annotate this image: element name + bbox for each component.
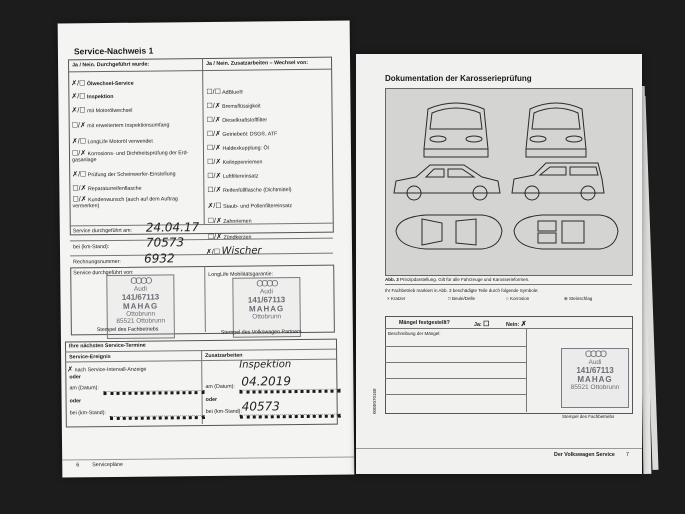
list-item: ☐/✗ Reparaturreifenflasche	[72, 185, 142, 193]
list-item: ☐/✗ Kundenwunsch (auch auf dem Auftrag vermerken)	[72, 196, 178, 210]
next-extra-value: Inspektion	[239, 359, 292, 371]
list-item: ☐/✗ Reifenfüllflasche (Dichtmittel)	[207, 186, 292, 194]
symbol-stonechip: ⊕ Steinschlag	[564, 296, 593, 301]
next-row-interval: ✗ nach Service-Intervall-Anzeige	[67, 366, 147, 374]
list-item: ☐/✗ Zahnriemen	[207, 217, 252, 225]
km-value: 70573	[145, 235, 185, 250]
next-km-label-left: bei (km-Stand):	[69, 410, 106, 417]
stamp-label-right: LongLife Mobilitätsgarantie:	[208, 271, 274, 278]
list-item: ☐/✗ Dieselkraftstofffilter	[206, 116, 268, 124]
stamp-label-left: Service durchgeführt von:	[73, 269, 134, 277]
next-date-label-left: am (Datum):	[69, 385, 99, 392]
service-date-value: 24.04.17	[145, 220, 200, 235]
right-page	[356, 54, 642, 474]
list-item: ☐/✗ Getriebeöl: DSG®, ATF	[206, 130, 278, 138]
next-service-title: Ihre nächsten Service-Termine	[68, 342, 146, 350]
stamp-caption-right: Stempel des Volkswagen Partners	[220, 329, 302, 336]
next-date-value: 04.2019	[241, 374, 292, 389]
stamp-caption-left: Stempel des Fachbetriebs	[96, 326, 159, 334]
next-col-event: Service-Ereignis	[69, 354, 111, 361]
order-value: 6932	[144, 251, 175, 266]
dealer-stamp: OOOO Audi 141/67113 MAHAG Ottobrunn 85521 Ottobrunn	[106, 274, 175, 339]
oder-label: oder	[69, 398, 82, 405]
symbol-corrosion: ○ Korrosion	[506, 296, 530, 301]
list-item: ☐/✗ Bremsflüssigkeit	[206, 102, 261, 110]
figure-note: Ihr Fachbetrieb markiert in Abb. 3 beschädigte Teile durch folgende Symbole:	[385, 288, 539, 293]
list-item: ☐/✗ mit erweitertem Inspektionsumfang	[71, 122, 170, 130]
list-item: ✗/☐ Ölwechsel-Service	[71, 80, 134, 88]
side-code: 000E070168	[372, 388, 377, 414]
list-item: ✗/☐ Wischer	[206, 245, 262, 257]
list-item: ☐/☐ AdBlue®	[206, 88, 244, 96]
next-col-extra: Zusatzarbeiten	[205, 352, 243, 360]
symbol-scratch: × Kratzer	[387, 296, 406, 301]
list-item: ☐/✗ Korrosions- und Dichtheitsprüfung der Erd-gasanlage	[71, 150, 189, 164]
defects-no: Nein: ✗	[506, 321, 527, 328]
list-item: ☐/✗ Zündkerzen	[207, 233, 252, 241]
oder-label: oder	[205, 396, 218, 404]
page-heading: Service-Nachweis 1	[73, 45, 154, 57]
next-km-label-right: bei (km-Stand):	[205, 408, 242, 416]
col-left-header: Ja / Nein. Durchgeführt wurde:	[72, 61, 150, 69]
figure-caption: Abb. 3 Prinzipdarstellung. Gilt für alle Fahrzeuge und Karosserieformen.	[385, 277, 530, 282]
page-heading: Dokumentation der Karosserieprüfung	[385, 74, 532, 83]
km-label: bei (km-Stand):	[72, 244, 110, 251]
footer-page-number: 6	[76, 462, 80, 469]
next-date-label-right: am (Datum):	[205, 383, 235, 391]
list-item: ✗/☐ LongLife Motoröl verwendet	[71, 138, 153, 146]
stamp-caption: Stempel des Fachbetriebs	[562, 414, 615, 419]
footer-text: Servicepläne	[92, 461, 123, 469]
order-label: Rechnungsnummer:	[73, 258, 121, 266]
list-item: ☐/✗ Keilrippenriemen	[207, 158, 263, 166]
col-right-header: Ja / Nein. Zusatzarbeiten – Wechsel von:	[206, 59, 309, 67]
list-item: ✗/☐ Staub- und Pollenfiltereinsatz	[207, 202, 293, 210]
footer-text: Der Volkswagen Service	[554, 452, 615, 458]
list-item: ✗/☐ Prüfung der Scheinwerfer-Einstellung	[72, 171, 176, 179]
list-item: ☐/✗ Haldexkupplung: Öl	[206, 144, 269, 152]
car-diagram	[385, 88, 633, 276]
service-date-label: Service durchgeführt am:	[72, 227, 133, 235]
list-item: ✗/☐ Inspektion	[71, 93, 114, 101]
symbol-dent: □ Beule/Delle	[448, 296, 475, 301]
list-item: ☐/✗ Luftfiltereinsatz	[207, 172, 259, 180]
defects-header: Mängel festgestellt?	[399, 320, 450, 326]
car-outline-icon	[386, 89, 632, 275]
left-page	[58, 20, 355, 477]
defects-desc-label: Beschreibung der Mängel:	[388, 331, 441, 336]
defects-yes: Ja: ☐	[474, 321, 490, 328]
next-km-value: 40573	[241, 399, 280, 414]
oder-label: oder	[69, 374, 81, 381]
footer-page-number: 7	[626, 452, 629, 458]
list-item: ✗/☐ mit Motorölwechsel	[71, 107, 133, 115]
dealer-stamp: OOOO Audi 141/67113 MAHAG 85521 Ottobrunn	[561, 348, 629, 408]
partner-stamp: OOOO Audi 141/67113 MAHAG Ottobrunn	[232, 277, 301, 338]
